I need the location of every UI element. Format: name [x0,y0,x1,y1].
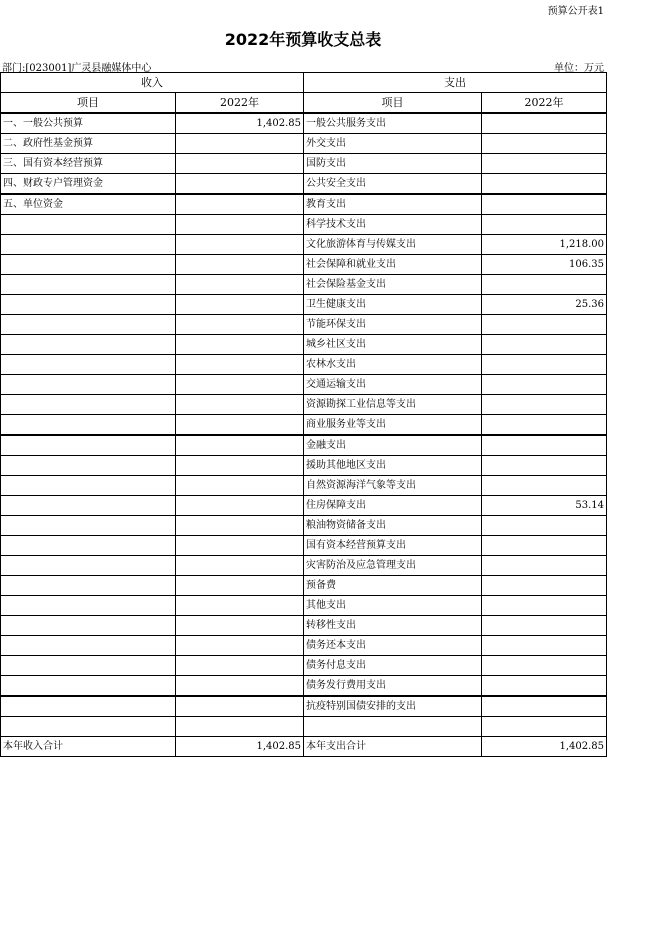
expense-value-cell [482,395,607,415]
table-row [1,717,607,737]
table-row [1,435,607,456]
income-value-cell [176,696,304,717]
income-item-cell [1,636,176,656]
table-row [1,676,607,697]
income-total-value: 1,402.85 [176,737,304,757]
table-row [1,215,607,235]
table-row [1,255,607,275]
income-value-cell: 1,402.85 [176,113,304,134]
income-item-cell: 一、一般公共预算 [1,113,176,134]
table-row [1,415,607,436]
expense-item-cell: 国防支出 [304,154,482,174]
income-item-cell [1,235,176,255]
expense-item-cell: 灾害防治及应急管理支出 [304,556,482,576]
income-item-cell [1,717,176,737]
income-value-cell [176,596,304,616]
income-item-cell [1,375,176,395]
page-title: 2022年预算收支总表 [224,30,382,49]
expense-value-cell [482,335,607,355]
table-row [1,335,607,355]
income-item-cell [1,415,176,436]
expense-item-cell: 农林水支出 [304,355,482,375]
table-number-label: 预算公开表1 [547,6,604,17]
expense-value-cell [482,536,607,556]
expense-value-cell [482,174,607,195]
expense-item-cell: 抗疫特别国债安排的支出 [304,696,482,717]
department-label: 部门:[023001]广灵县融媒体中心 [2,63,152,74]
income-item-cell [1,556,176,576]
expense-value-cell [482,134,607,154]
section-header-row [1,73,607,93]
table-row [1,536,607,556]
income-value-cell [176,315,304,335]
income-item-cell [1,496,176,516]
income-value-cell [176,456,304,476]
income-total-label: 本年收入合计 [1,737,176,757]
table-row [1,194,607,215]
expense-value-cell: 25.36 [482,295,607,315]
income-value-cell [176,415,304,436]
expense-item-cell: 预备费 [304,576,482,596]
income-value-cell [176,656,304,676]
expense-value-cell [482,275,607,295]
income-value-cell [176,636,304,656]
expense-value-cell [482,113,607,134]
expense-value-cell [482,576,607,596]
table-row [1,456,607,476]
expense-total-value: 1,402.85 [482,737,607,757]
table-row [1,636,607,656]
expense-item-cell: 其他支出 [304,596,482,616]
expense-item-cell: 科学技术支出 [304,215,482,235]
table-row [1,295,607,315]
expense-value-cell [482,215,607,235]
expense-item-cell: 城乡社区支出 [304,335,482,355]
expense-item-cell: 社会保险基金支出 [304,275,482,295]
expense-value-cell [482,676,607,697]
income-value-cell [176,355,304,375]
expense-item-cell: 商业服务业等支出 [304,415,482,436]
income-item-cell [1,536,176,556]
expense-value-cell [482,154,607,174]
income-item-cell [1,456,176,476]
table-row [1,174,607,195]
income-item-cell [1,576,176,596]
income-value-cell [176,194,304,215]
table-row [1,616,607,636]
expense-item-cell: 债务付息支出 [304,656,482,676]
income-item-cell [1,295,176,315]
unit-label: 单位：万元 [554,63,604,74]
expense-item-cell: 债务发行费用支出 [304,676,482,697]
table-row [1,395,607,415]
expense-value-cell [482,596,607,616]
income-value-cell [176,134,304,154]
table-row [1,556,607,576]
income-item-cell [1,616,176,636]
table-row [1,355,607,375]
income-item-cell [1,656,176,676]
income-value-cell [176,235,304,255]
income-item-cell [1,255,176,275]
income-value-cell [176,536,304,556]
expense-value-cell [482,476,607,496]
income-value-cell [176,576,304,596]
table-row [1,235,607,255]
income-value-cell [176,516,304,536]
income-value-cell [176,275,304,295]
income-value-cell [176,335,304,355]
table-row [1,315,607,335]
income-item-cell: 五、单位资金 [1,194,176,215]
expense-value-cell [482,656,607,676]
expense-item-cell: 国有资本经营预算支出 [304,536,482,556]
expense-value-cell: 53.14 [482,496,607,516]
income-item-cell [1,275,176,295]
expense-year-header: 2022年 [482,93,607,114]
income-item-cell [1,335,176,355]
income-value-cell [176,395,304,415]
income-value-cell [176,174,304,195]
expense-value-cell [482,616,607,636]
expense-value-cell [482,315,607,335]
table-row [1,134,607,154]
expense-value-cell [482,516,607,536]
income-item-cell [1,395,176,415]
expense-item-cell: 转移性支出 [304,616,482,636]
income-value-cell [176,676,304,697]
table-row [1,656,607,676]
expense-item-cell: 外交支出 [304,134,482,154]
expense-item-cell: 粮油物资储备支出 [304,516,482,536]
table-row [1,476,607,496]
income-value-cell [176,556,304,576]
income-value-cell [176,295,304,315]
income-section-header: 收入 [1,73,304,93]
expense-item-cell [304,717,482,737]
income-item-cell [1,676,176,697]
expense-value-cell [482,456,607,476]
expense-item-cell: 债务还本支出 [304,636,482,656]
income-value-cell [176,476,304,496]
expense-total-label: 本年支出合计 [304,737,482,757]
expense-value-cell [482,636,607,656]
totals-row [1,737,607,757]
budget-table [0,72,607,757]
expense-section-header: 支出 [304,73,607,93]
expense-item-cell: 援助其他地区支出 [304,456,482,476]
expense-item-cell: 卫生健康支出 [304,295,482,315]
income-value-cell [176,616,304,636]
table-row [1,154,607,174]
table-row [1,375,607,395]
table-row [1,596,607,616]
income-item-cell [1,435,176,456]
income-value-cell [176,154,304,174]
table-row [1,576,607,596]
expense-value-cell [482,696,607,717]
income-year-header: 2022年 [176,93,304,114]
expense-value-cell [482,375,607,395]
expense-item-cell: 资源勘探工业信息等支出 [304,395,482,415]
income-item-cell [1,476,176,496]
expense-value-cell [482,194,607,215]
income-item-cell [1,215,176,235]
expense-value-cell: 1,218.00 [482,235,607,255]
income-value-cell [176,496,304,516]
income-value-cell [176,255,304,275]
expense-item-cell: 一般公共服务支出 [304,113,482,134]
income-value-cell [176,435,304,456]
expense-value-cell [482,415,607,436]
expense-item-cell: 交通运输支出 [304,375,482,395]
expense-item-cell: 文化旅游体育与传媒支出 [304,235,482,255]
table-row [1,516,607,536]
expense-value-cell [482,355,607,375]
income-value-cell [176,717,304,737]
table-row [1,275,607,295]
expense-value-cell: 106.35 [482,255,607,275]
expense-item-cell: 公共安全支出 [304,174,482,195]
income-item-cell [1,596,176,616]
income-item-header: 项目 [1,93,176,114]
expense-item-cell: 自然资源海洋气象等支出 [304,476,482,496]
income-item-cell [1,696,176,717]
expense-item-cell: 教育支出 [304,194,482,215]
expense-item-header: 项目 [304,93,482,114]
table-row [1,113,607,134]
income-item-cell [1,315,176,335]
expense-value-cell [482,556,607,576]
income-item-cell: 三、国有资本经营预算 [1,154,176,174]
expense-value-cell [482,717,607,737]
expense-item-cell: 金融支出 [304,435,482,456]
table-row [1,696,607,717]
expense-item-cell: 节能环保支出 [304,315,482,335]
income-value-cell [176,215,304,235]
income-item-cell [1,516,176,536]
income-value-cell [176,375,304,395]
expense-item-cell: 社会保障和就业支出 [304,255,482,275]
table-row [1,496,607,516]
table-body [1,113,607,737]
expense-value-cell [482,435,607,456]
expense-item-cell: 住房保障支出 [304,496,482,516]
income-item-cell: 四、财政专户管理资金 [1,174,176,195]
income-item-cell: 二、政府性基金预算 [1,134,176,154]
column-header-row [1,93,607,114]
income-item-cell [1,355,176,375]
